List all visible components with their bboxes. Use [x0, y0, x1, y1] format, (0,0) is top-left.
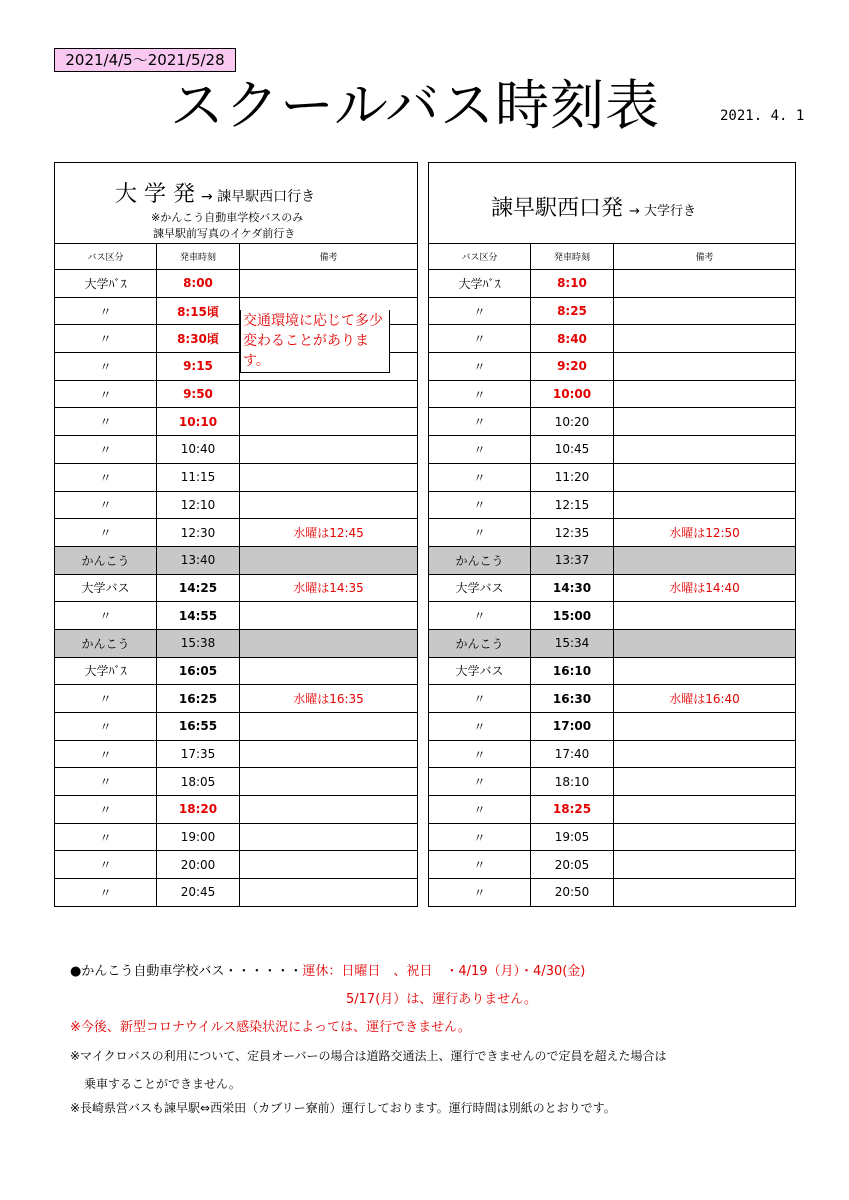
bus-kind-cell: 〃 [429, 325, 531, 353]
departure-time-cell: 19:00 [157, 823, 240, 851]
page-title: スクールバス時刻表 [170, 74, 661, 137]
corona-note: ※今後、新型コロナウイルス感染状況によっては、運行できません。 [70, 1020, 471, 1035]
remarks-cell [240, 657, 418, 685]
departure-time-cell: 17:00 [531, 713, 614, 741]
departure-time-cell: 18:10 [531, 768, 614, 796]
bus-kind-cell: 〃 [55, 740, 157, 768]
departure-time-cell: 8:00 [157, 270, 240, 298]
bus-kind-cell: 〃 [55, 325, 157, 353]
table-row [55, 380, 418, 408]
remarks-cell [240, 879, 418, 907]
col-header-note: 備考 [240, 244, 418, 270]
table-row [429, 297, 796, 325]
bus-kind-cell: 〃 [55, 436, 157, 464]
remarks-cell [240, 796, 418, 824]
bus-kind-cell: 〃 [55, 491, 157, 519]
table-row [429, 823, 796, 851]
departure-time-cell: 14:55 [157, 602, 240, 630]
table-row [429, 629, 796, 657]
right-origin-label: 諫早駅西口発 [491, 196, 624, 221]
timetable-from-university [54, 162, 418, 907]
table-row [55, 408, 418, 436]
departure-time-cell: 9:15 [157, 353, 240, 381]
remarks-cell [240, 740, 418, 768]
departure-time-cell: 20:05 [531, 851, 614, 879]
bus-kind-cell: 〃 [55, 380, 157, 408]
bus-kind-cell: 〃 [429, 408, 531, 436]
departure-time-cell: 19:05 [531, 823, 614, 851]
departure-time-cell: 16:55 [157, 713, 240, 741]
table-row [429, 270, 796, 298]
table-row [429, 768, 796, 796]
bus-kind-cell: 〃 [55, 408, 157, 436]
departure-time-cell: 16:10 [531, 657, 614, 685]
kankou-closed-extra: 5/17(月）は、運行ありません。 [346, 992, 538, 1007]
remarks-cell [240, 602, 418, 630]
remarks-cell [240, 823, 418, 851]
remarks-cell [614, 740, 796, 768]
departure-time-cell: 8:10 [531, 270, 614, 298]
bus-kind-cell: かんこう [55, 546, 157, 574]
bus-kind-cell: 大学バス [429, 574, 531, 602]
col-header-kind: バス区分 [429, 244, 531, 270]
bus-kind-cell: 〃 [429, 713, 531, 741]
bus-kind-cell: 〃 [429, 740, 531, 768]
departure-time-cell: 15:00 [531, 602, 614, 630]
remarks-cell [240, 380, 418, 408]
remarks-cell: 水曜は12:45 [240, 519, 418, 547]
departure-time-cell: 20:50 [531, 879, 614, 907]
table-row [55, 657, 418, 685]
table-row [429, 602, 796, 630]
bus-kind-cell: 〃 [55, 463, 157, 491]
bus-kind-cell: 〃 [429, 879, 531, 907]
table-row [55, 270, 418, 298]
departure-time-cell: 12:10 [157, 491, 240, 519]
remarks-cell: 水曜は12:50 [614, 519, 796, 547]
bus-kind-cell: 〃 [55, 768, 157, 796]
bus-kind-cell: 大学ﾊﾞｽ [429, 270, 531, 298]
table-row [55, 740, 418, 768]
traffic-note: 交通環境に応じて多少変わることがあります。 [240, 310, 390, 373]
table-row [55, 546, 418, 574]
table-row [429, 353, 796, 381]
bus-kind-cell: 〃 [429, 380, 531, 408]
bus-kind-cell: 〃 [55, 796, 157, 824]
microbus-note-cont: 乗車することができません。 [84, 1077, 241, 1091]
bus-kind-cell: 〃 [55, 297, 157, 325]
table-row [429, 325, 796, 353]
remarks-cell [614, 629, 796, 657]
table-row [429, 685, 796, 713]
departure-time-cell: 16:05 [157, 657, 240, 685]
departure-time-cell: 18:20 [157, 796, 240, 824]
bus-kind-cell: 大学バス [55, 574, 157, 602]
departure-time-cell: 10:45 [531, 436, 614, 464]
departure-time-cell: 8:25 [531, 297, 614, 325]
remarks-cell [614, 380, 796, 408]
bus-kind-cell: 〃 [55, 823, 157, 851]
remarks-cell [614, 768, 796, 796]
remarks-cell [614, 796, 796, 824]
remarks-cell [240, 546, 418, 574]
remarks-cell [614, 270, 796, 298]
departure-time-cell: 17:35 [157, 740, 240, 768]
bus-kind-cell: 〃 [55, 602, 157, 630]
remarks-cell: 水曜は14:35 [240, 574, 418, 602]
remarks-cell [240, 768, 418, 796]
remarks-cell [614, 408, 796, 436]
remarks-cell [240, 491, 418, 519]
bus-kind-cell: 〃 [429, 436, 531, 464]
departure-time-cell: 10:10 [157, 408, 240, 436]
period-label: 2021/4/5～2021/5/28 [54, 48, 236, 72]
departure-time-cell: 20:45 [157, 879, 240, 907]
table-row [429, 519, 796, 547]
departure-time-cell: 11:15 [157, 463, 240, 491]
table-row [429, 796, 796, 824]
table-row [429, 574, 796, 602]
departure-time-cell: 18:25 [531, 796, 614, 824]
departure-time-cell: 14:25 [157, 574, 240, 602]
departure-time-cell: 20:00 [157, 851, 240, 879]
left-destination-label: → 諫早駅西口行き [201, 189, 316, 205]
table-row [429, 408, 796, 436]
bus-kind-cell: 〃 [55, 879, 157, 907]
bus-kind-cell: 大学ﾊﾞｽ [55, 270, 157, 298]
table-row [55, 796, 418, 824]
departure-time-cell: 16:30 [531, 685, 614, 713]
departure-time-cell: 16:25 [157, 685, 240, 713]
table-row [429, 436, 796, 464]
table-row [55, 879, 418, 907]
departure-time-cell: 9:20 [531, 353, 614, 381]
table-row [429, 657, 796, 685]
departure-time-cell: 15:34 [531, 629, 614, 657]
left-subnote-1: ※かんこう自動車学校バスのみ [151, 211, 304, 224]
table-row [55, 713, 418, 741]
table-row [55, 491, 418, 519]
timetable-from-isahaya-station [428, 162, 796, 907]
remarks-cell [614, 491, 796, 519]
bus-kind-cell: 〃 [429, 491, 531, 519]
left-table-header [55, 163, 418, 244]
kankou-note-prefix: ●かんこう自動車学校バス・・・・・・ [70, 964, 303, 979]
bus-kind-cell: 大学バス [429, 657, 531, 685]
remarks-cell [614, 436, 796, 464]
departure-time-cell: 12:35 [531, 519, 614, 547]
table-row [55, 463, 418, 491]
right-table-header [429, 163, 796, 244]
bus-kind-cell: 〃 [429, 796, 531, 824]
departure-time-cell: 12:30 [157, 519, 240, 547]
table-row [429, 491, 796, 519]
bus-kind-cell: 〃 [55, 519, 157, 547]
bus-kind-cell: 〃 [429, 297, 531, 325]
table-row [429, 713, 796, 741]
table-row [429, 740, 796, 768]
bus-kind-cell: 〃 [429, 851, 531, 879]
remarks-cell [240, 463, 418, 491]
kankou-closed-days: 運休：日曜日 、祝日 ・4/19（月）・4/30(金) [302, 964, 586, 979]
left-origin-label: 大 学 発 [115, 182, 195, 207]
remarks-cell: 水曜は16:40 [614, 685, 796, 713]
bus-kind-cell: 〃 [429, 519, 531, 547]
departure-time-cell: 11:20 [531, 463, 614, 491]
microbus-note: ※マイクロバスの利用について、定員オーバーの場合は道路交通法上、運行できませんので定員を超えた場合は [70, 1049, 667, 1063]
issue-date: 2021. 4. 1 [720, 108, 805, 124]
remarks-cell [614, 657, 796, 685]
col-header-kind: バス区分 [55, 244, 157, 270]
remarks-cell [614, 325, 796, 353]
remarks-cell [614, 297, 796, 325]
remarks-cell [614, 879, 796, 907]
departure-time-cell: 17:40 [531, 740, 614, 768]
table-row [55, 602, 418, 630]
left-origin [115, 177, 315, 208]
remarks-cell: 水曜は16:35 [240, 685, 418, 713]
departure-time-cell: 9:50 [157, 380, 240, 408]
table-row [429, 463, 796, 491]
nagasaki-bus-note: ※長崎県営バスも諫早駅⇔西栄田（カブリー寮前）運行しております。運行時間は別紙のとおりです。 [70, 1101, 616, 1115]
remarks-cell [240, 270, 418, 298]
departure-time-cell: 15:38 [157, 629, 240, 657]
bus-kind-cell: 〃 [429, 602, 531, 630]
departure-time-cell: 12:15 [531, 491, 614, 519]
bus-kind-cell: 〃 [429, 685, 531, 713]
bus-kind-cell: 〃 [429, 823, 531, 851]
table-row [55, 851, 418, 879]
remarks-cell [614, 463, 796, 491]
bus-kind-cell: 大学ﾊﾞｽ [55, 657, 157, 685]
departure-time-cell: 8:15頃 [157, 297, 240, 325]
departure-time-cell: 18:05 [157, 768, 240, 796]
remarks-cell [240, 408, 418, 436]
remarks-cell [614, 713, 796, 741]
right-destination-label: → 大学行き [629, 204, 697, 219]
remarks-cell [240, 629, 418, 657]
departure-time-cell: 10:00 [531, 380, 614, 408]
right-table-body [429, 270, 796, 907]
table-row [429, 879, 796, 907]
table-row [55, 768, 418, 796]
departure-time-cell: 8:30頃 [157, 325, 240, 353]
remarks-cell [614, 546, 796, 574]
table-row [55, 519, 418, 547]
kankou-note [70, 958, 667, 986]
departure-time-cell: 14:30 [531, 574, 614, 602]
departure-time-cell: 8:40 [531, 325, 614, 353]
bus-kind-cell: 〃 [429, 353, 531, 381]
table-row [429, 380, 796, 408]
departure-time-cell: 13:40 [157, 546, 240, 574]
table-row [55, 574, 418, 602]
table-row [429, 546, 796, 574]
remarks-cell [614, 602, 796, 630]
col-header-time: 発車時刻 [157, 244, 240, 270]
table-row [55, 685, 418, 713]
table-row [55, 823, 418, 851]
bus-kind-cell: 〃 [55, 685, 157, 713]
remarks-cell [614, 353, 796, 381]
departure-time-cell: 10:40 [157, 436, 240, 464]
remarks-cell [614, 851, 796, 879]
left-subnote-2: 諫早駅前写真のイケダ前行き [153, 227, 296, 240]
departure-time-cell: 13:37 [531, 546, 614, 574]
bus-kind-cell: かんこう [55, 629, 157, 657]
footer-notes [70, 958, 667, 1118]
bus-kind-cell: 〃 [55, 713, 157, 741]
bus-kind-cell: 〃 [429, 768, 531, 796]
table-row [429, 851, 796, 879]
bus-kind-cell: 〃 [55, 851, 157, 879]
table-row [55, 436, 418, 464]
remarks-cell [240, 713, 418, 741]
bus-kind-cell: 〃 [55, 353, 157, 381]
remarks-cell [240, 851, 418, 879]
bus-kind-cell: かんこう [429, 629, 531, 657]
departure-time-cell: 10:20 [531, 408, 614, 436]
remarks-cell [614, 823, 796, 851]
right-origin [491, 191, 696, 222]
bus-kind-cell: かんこう [429, 546, 531, 574]
col-header-note: 備考 [614, 244, 796, 270]
remarks-cell: 水曜は14:40 [614, 574, 796, 602]
bus-kind-cell: 〃 [429, 463, 531, 491]
table-row [55, 629, 418, 657]
remarks-cell [240, 436, 418, 464]
col-header-time: 発車時刻 [531, 244, 614, 270]
